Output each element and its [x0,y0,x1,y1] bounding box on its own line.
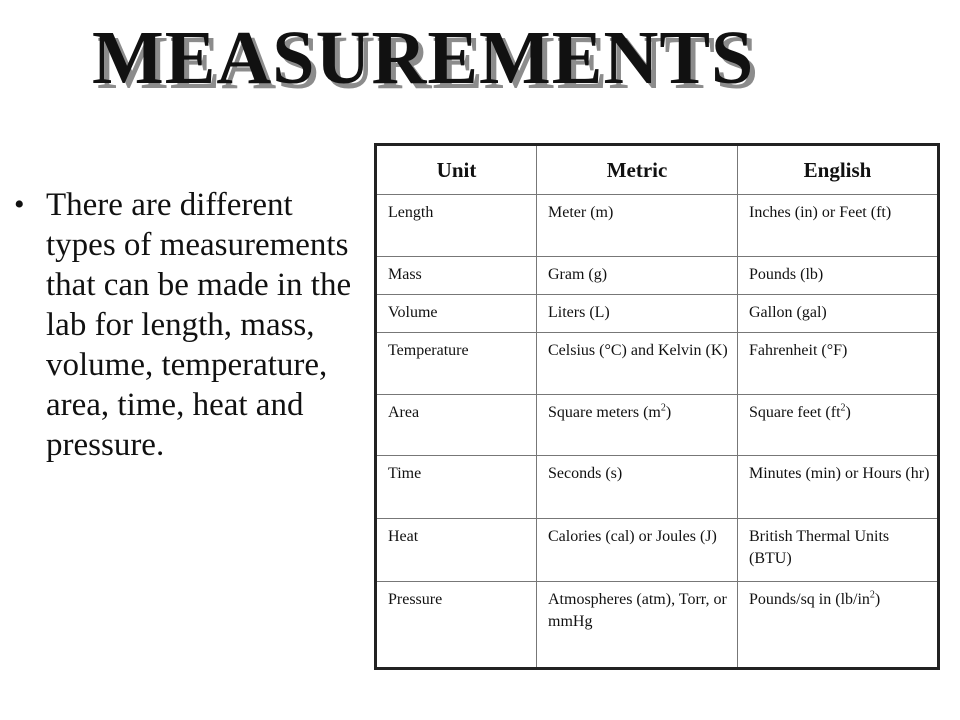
cell-metric: Seconds (s) [537,455,738,518]
cell-english: Fahrenheit (°F) [738,333,939,394]
cell-english: Pounds/sq in $(lb/in^2)$ [738,582,939,669]
cell-english: Pounds (lb) [738,257,939,295]
table-row [376,582,939,669]
bullet-point [14,185,354,465]
table-row [376,455,939,518]
cell-metric: Gram (g) [537,257,738,295]
cell-unit: Area [376,394,537,455]
header-english: English [738,145,939,195]
header-metric: Metric [537,145,738,195]
cell-english: Gallon (gal) [738,295,939,333]
cell-unit: Temperature [376,333,537,394]
table-row [376,295,939,333]
cell-unit: Volume [376,295,537,333]
cell-metric: Atmospheres (atm), Torr, or mmHg [537,582,738,669]
cell-english: Minutes (min) or Hours (hr) [738,455,939,518]
table-row [376,333,939,394]
cell-metric: Square meters $(m^2)$ [537,394,738,455]
table-row [376,394,939,455]
cell-english: British Thermal Units (BTU) [738,519,939,582]
measurements-table [374,143,940,670]
cell-metric: Liters (L) [537,295,738,333]
cell-unit: Mass [376,257,537,295]
header-unit: Unit [376,145,537,195]
cell-metric: Calories (cal) or Joules (J) [537,519,738,582]
cell-unit: Time [376,455,537,518]
cell-metric: Meter (m) [537,195,738,257]
cell-metric: Celsius (°C) and Kelvin (K) [537,333,738,394]
bullet-icon: • [14,188,25,221]
cell-unit: Length [376,195,537,257]
cell-english: Inches (in) or Feet (ft) [738,195,939,257]
bullet-text: There are different types of measurements that can be made in the lab for length, mass, volume, temperature, area, time, heat and pressure. [46,187,352,463]
table-row [376,195,939,257]
table-header-row [376,145,939,195]
cell-unit: Pressure [376,582,537,669]
cell-english: Square feet $(ft^2)$ [738,394,939,455]
table-row [376,519,939,582]
table-row [376,257,939,295]
cell-unit: Heat [376,519,537,582]
page-title: MEASUREMENTS [92,16,755,100]
